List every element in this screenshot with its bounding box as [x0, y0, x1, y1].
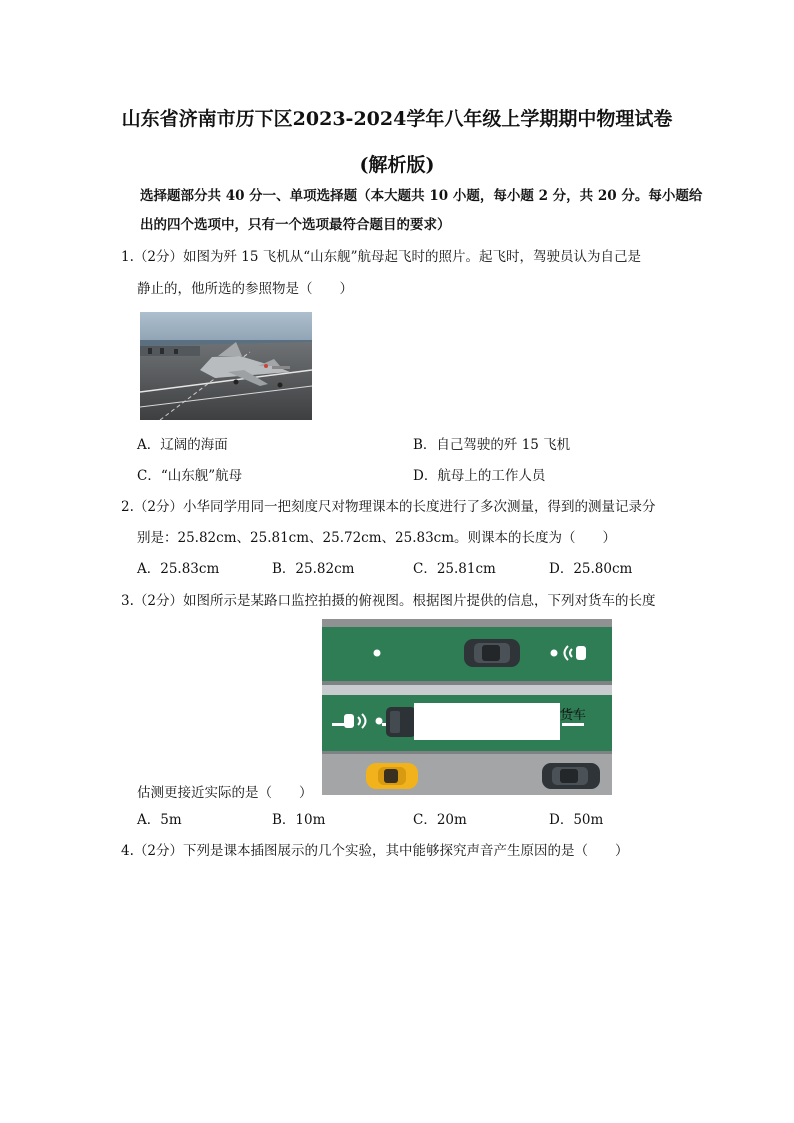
- truck-container: [414, 703, 560, 740]
- question-1-option-d: D．航母上的工作人员: [413, 468, 546, 484]
- question-2-text-line-2: 别是：25.82cm、25.81cm、25.72cm、25.83cm。则课本的长度为（ ）: [137, 530, 617, 546]
- truck-cab: [386, 707, 416, 737]
- question-1-text-line-2: 静止的，他所选的参照物是（ ）: [137, 281, 353, 297]
- question-1-text-line-1: 1.（2分）如图为歼 15 飞机从“山东舰”航母起飞时的照片。起飞时，驾驶员认为自己是: [121, 249, 642, 265]
- question-2-option-a: A．25.83cm: [137, 561, 220, 577]
- question-3-text-line-2: 估测更接近实际的是（ ）: [137, 785, 313, 801]
- question-2-option-c: C．25.81cm: [413, 561, 496, 577]
- page-subtitle: (解析版): [359, 154, 435, 176]
- page-title: 山东省济南市历下区2023-2024学年八年级上学期期中物理试卷: [121, 108, 673, 130]
- jet-takeoff-illustration: [140, 312, 312, 420]
- question-2-text-line-1: 2.（2分）小华同学用同一把刻度尺对物理课本的长度进行了多次测量，得到的测量记录分: [121, 499, 656, 515]
- question-3-option-b: B．10m: [272, 812, 326, 828]
- question-3-option-a: A．5m: [137, 812, 182, 828]
- question-3-option-d: D．50m: [549, 812, 604, 828]
- section-intro-line-1: 选择题部分共 40 分一、单项选择题（本大题共 10 小题，每小题 2 分，共 20 分。每小题给: [140, 188, 703, 204]
- dark-car-top-lane: [464, 639, 520, 667]
- question-2-option-d: D．25.80cm: [549, 561, 633, 577]
- question-3-text-line-1: 3.（2分）如图所示是某路口监控拍摄的俯视图。根据图片提供的信息，下列对货车的长度: [121, 593, 656, 609]
- aircraft-carrier-photo: [140, 312, 312, 420]
- question-3-option-c: C．20m: [413, 812, 467, 828]
- truck-label: 货车: [560, 708, 587, 723]
- yellow-car: [366, 763, 418, 789]
- question-1-option-b: B．自己驾驶的歼 15 飞机: [413, 437, 571, 453]
- question-1-option-c: C．“山东舰”航母: [137, 468, 243, 484]
- dark-car-bottom-lane: [542, 763, 600, 789]
- question-1-option-a: A．辽阔的海面: [137, 437, 228, 453]
- question-4-text-line-1: 4.（2分）下列是课本插图展示的几个实验，其中能够探究声音产生原因的是（ ）: [121, 843, 629, 859]
- section-intro-line-2: 出的四个选项中，只有一个选项最符合题目的要求）: [140, 217, 451, 233]
- question-2-option-b: B．25.82cm: [272, 561, 355, 577]
